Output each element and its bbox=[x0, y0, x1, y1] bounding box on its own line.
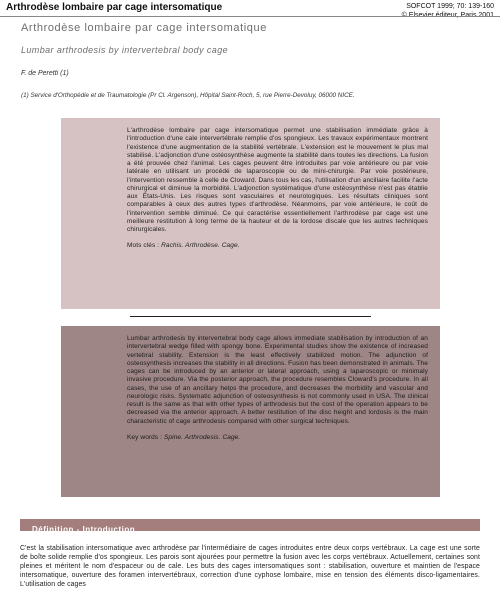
abstract-separator bbox=[130, 316, 371, 317]
article-title: Arthrodèse lombaire par cage intersomatique bbox=[21, 22, 267, 34]
abstract-french-text: L'arthrodèse lombaire par cage intersomatique permet une stabilisation immédiate grâce à l'introduction d'une cale intervertébrale remplie d'os spongieux. Les travaux expérimentaux montrent l'existence d'une augmentation de la stabilité vertébrale. L'extension est le mouvement le plus mal stabilisé. L'adjonction d'une ostéosynthèse augmente la stabilité dans toutes les directions. La fusion a été prouvée chez l'animal. Les cages peuvent être introduites par voie antérieure ou par voie latérale en utilisant un procédé de laparoscopie ou de mini-chirurgie. Par voie postérieure, l'intervention ressemble à celle de Cloward. Dans tous les cas, l'utilisation d'un ancillaire facilite l'acte chirurgical et diminue la morbidité. L'adjonction systématique d'une ostéosynthèse n'est pas établie aux États-Unis. Les risques sont vasculaires et neurologiques. Les résultats cliniques sont comparables à ceux des autres types d'arthrodèse. Néanmoins, par voie antérieure, le coût de l'intervention semble diminué. Ce qui caractérise essentiellement l'arthrodèse par cage est une meilleure restitution à long terme de la hauteur et de la lordose discale que les autres techniques chirurgicales. bbox=[127, 127, 428, 233]
journal-citation bbox=[402, 2, 494, 20]
section-body-text: C'est la stabilisation intersomatique avec arthrodèse par l'intermédiaire de cages introduites entre deux corps vertébraux. La cage est une sorte de boîte solide remplie d'os spongieux. Les parois sont ajourées pour permettre la fusion avec les corps vertébraux. Actuellement, certaines sont pleines et méritent le nom d'espaceur ou de cale. Les buts des cages intersomatiques sont : stabilisation, ouverture et maintien de l'espace intersomatique, ouverture des foramen intervertébraux, correction d'une cyphose lombaire, mise en tension des éléments disco-ligamentaires. L'utilisation de cages bbox=[20, 545, 480, 588]
keywords-french-label: Mots clés : bbox=[127, 242, 160, 250]
section-heading-bar bbox=[20, 519, 480, 534]
keywords-english bbox=[127, 434, 428, 442]
abstract-english bbox=[61, 326, 440, 497]
keywords-french bbox=[127, 242, 428, 250]
abstract-english-text: Lumbar arthrodesis by intervertebral body cage allows immediate stabilisation by introduction of an intervertebral wedge filled with spongy bone. Experimental studies show the existence of increased vertebral stability. Extension is the least effectively stabilized motion. The adjunction of osteosynthesis increases the stability in all directions. Fusion has been demonstrated in animals. The cages can be introduced by an anterior or lateral approach, using a laparoscopic or minimaly invasive procedure. Via the posterior approach, the procedure resembles Cloward's procedure. In all cases, the use of an ancillary helps the procedure, and decreases the morbidity and vascular and neurologic risks. Systematic adjunction of osteosynthesis is not commonly used in USA. The clinical result is the same as that with other types of arthrodesis but the cost of the operation appears to be decreased via the anterior approach. A better restitution of the disc height and lordosis is the main characteristic of cage arthrodesis compared with other surgical techniques. bbox=[127, 335, 428, 425]
section-title: Définition - Introduction bbox=[32, 525, 136, 534]
keywords-french-values: Rachis. Arthrodèse. Cage. bbox=[161, 242, 240, 250]
keywords-english-label: Key words : bbox=[127, 433, 163, 441]
article-subtitle: Lumbar arthrodesis by intervertebral body cage bbox=[21, 45, 228, 55]
header-divider bbox=[0, 16, 500, 17]
abstract-french bbox=[61, 118, 440, 309]
running-header-title: Arthrodèse lombaire par cage intersomatique bbox=[6, 2, 223, 13]
article-author: F. de Peretti (1) bbox=[21, 70, 69, 77]
keywords-english-values: Spine. Arthrodesis. Cage. bbox=[163, 433, 241, 441]
journal-reference: SOFCOT 1999; 70: 139-160 bbox=[406, 3, 494, 10]
author-affiliation: (1) Service d'Orthopédie et de Traumatologie (Pr Cl. Argenson), Hôpital Saint-Roch, 5, rue Pierre-Devoluy, 06000 NICE. bbox=[21, 92, 355, 99]
